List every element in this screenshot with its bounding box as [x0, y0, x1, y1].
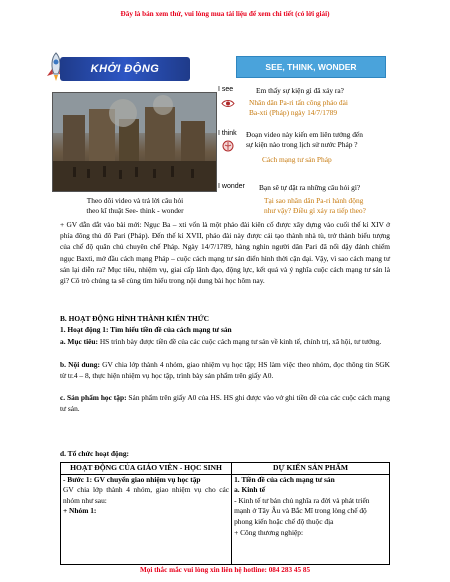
left-text: GV chia lớp thành 4 nhóm, giao nhiệm vụ cho các nhóm như sau: — [63, 485, 230, 505]
preview-banner: Đây là bản xem thử, vui lòng mua tài liệu để xem chi tiết (có lời giải) — [120, 10, 330, 18]
goal-paragraph — [60, 336, 390, 347]
product-paragraph — [60, 392, 390, 414]
content-label: b. Nội dung: — [60, 360, 100, 369]
activity-1-heading: 1. Hoạt động 1: Tìm hiểu tiền đề của cách mạng tư sản — [60, 325, 232, 334]
table-cell-left — [61, 474, 232, 564]
see-answer-line-1: Nhân dân Pa-ri tấn công pháo đài — [249, 98, 348, 107]
see-question: Em thấy sự kiện gì đã xảy ra? — [256, 86, 344, 95]
wonder-answer-line-2: như vậy? Điều gì xảy ra tiếp theo? — [264, 206, 366, 215]
wonder-label: I wonder — [218, 183, 245, 190]
eye-icon — [221, 99, 235, 108]
content-paragraph — [60, 359, 390, 381]
content-text: GV chia lớp thành 4 nhóm, giao nhiệm vụ học tập; HS làm việc theo nhóm, đọc thông tin SGK từ tr.4 – 8, thực hiện nhiệm vụ học tập, trình bày sản phẩm trên giấy A0. — [60, 360, 391, 381]
right-subtitle: a. Kinh tế — [234, 485, 266, 495]
stw-title: SEE, THINK, WONDER — [236, 56, 386, 78]
organization-label: d. Tổ chức hoạt động: — [60, 449, 129, 458]
table-cell-right — [232, 474, 390, 564]
think-question-line-2: sự kiện nào trong lịch sử nước Pháp ? — [246, 140, 358, 149]
brain-icon — [222, 140, 234, 152]
see-label: I see — [218, 86, 234, 93]
see-answer-line-2: Ba-xti (Pháp) ngày 14/7/1789 — [249, 108, 338, 117]
bastille-painting — [52, 92, 217, 192]
think-label: I think — [218, 130, 237, 137]
goal-text: HS trình bày được tiền đề của các cuộc cách mạng tư sản về kinh tế, chính trị, xã hội, tư tưởng. — [97, 337, 382, 346]
think-answer: Cách mạng tư sản Pháp — [262, 155, 332, 164]
caption-line-1: Theo dõi video và trả lời câu hỏi — [86, 196, 184, 205]
wonder-answer-line-1: Tại sao nhân dân Pa-ri hành động — [264, 196, 364, 205]
hotline-footer: Mọi thắc mắc vui lòng xin liên hệ hotline: 084 283 45 85 — [139, 566, 311, 574]
goal-label: a. Mục tiêu: — [60, 337, 98, 346]
left-step: - Bước 1: GV chuyển giao nhiệm vụ học tập — [63, 474, 201, 484]
wonder-answer — [264, 196, 366, 216]
table-row — [61, 474, 390, 564]
right-item: + Công thương nghiệp: — [234, 527, 304, 537]
think-question — [246, 130, 363, 150]
wonder-question: Bạn sẽ tự đặt ra những câu hỏi gì? — [259, 183, 361, 192]
table-head-left: HOẠT ĐỘNG CỦA GIÁO VIÊN - HỌC SINH — [61, 463, 232, 475]
table-head-right: DỰ KIẾN SẢN PHẨM — [232, 463, 390, 475]
product-text: Sản phẩm trên giấy A0 của HS. HS ghi được vào vở ghi tiền đề của các cuộc cách mạng tư sản. — [60, 393, 390, 414]
right-title: 1. Tiền đề của cách mạng tư sản — [234, 474, 335, 484]
painting-caption — [60, 196, 210, 216]
intro-paragraph: + GV dẫn dắt vào bài mới: Ngục Ba – xti vốn là một pháo đài kiên cố được xây dựng vào cuối thế kỉ XIV ở phía đông thủ đô Pari (Pháp). Đến thế kỉ XVII, pháo đài này được cải tạo thành nhà tù, trở thành biểu tượng của chế độ quân chủ chuyên chế Pháp. Ngày 14/7/1789, hàng nghìn người dân Pari đã nổi dậy đánh chiếm ngục Baxti, mở đầu cách mạng Pháp – cuộc cách mạng tư sản điển hình thời cận đại. Vậy, vì sao cách mạng tư sản lại diễn ra? Mục tiêu, nhiệm vụ, giai cấp lãnh đạo, động lực, kết quả và ý nghĩa cuộc cách mạng tư sản là gì? Cô trò chúng ta sẽ cùng tìm hiểu trong nội dung bài học hôm nay. — [60, 220, 390, 286]
product-label: c. Sản phẩm học tập: — [60, 393, 127, 402]
see-answer — [249, 98, 348, 118]
activity-table — [60, 462, 390, 565]
caption-line-2: theo kĩ thuật See- think - wonder — [86, 206, 184, 215]
think-question-line-1: Đoạn video này kiến em liên tưởng đến — [246, 130, 363, 139]
left-group: + Nhóm 1: — [63, 506, 97, 516]
table-header-row — [61, 463, 390, 475]
warmup-title: KHỞI ĐỘNG — [60, 57, 190, 81]
section-b-heading: B. HOẠT ĐỘNG HÌNH THÀNH KIẾN THỨC — [60, 314, 209, 323]
right-text: - Kinh tế tư bản chủ nghĩa ra đời và phát triển mạnh ở Tây Âu và Bắc Mĩ trong lòng chế độ phong kiến hoặc chế độ thuộc địa — [234, 495, 370, 526]
